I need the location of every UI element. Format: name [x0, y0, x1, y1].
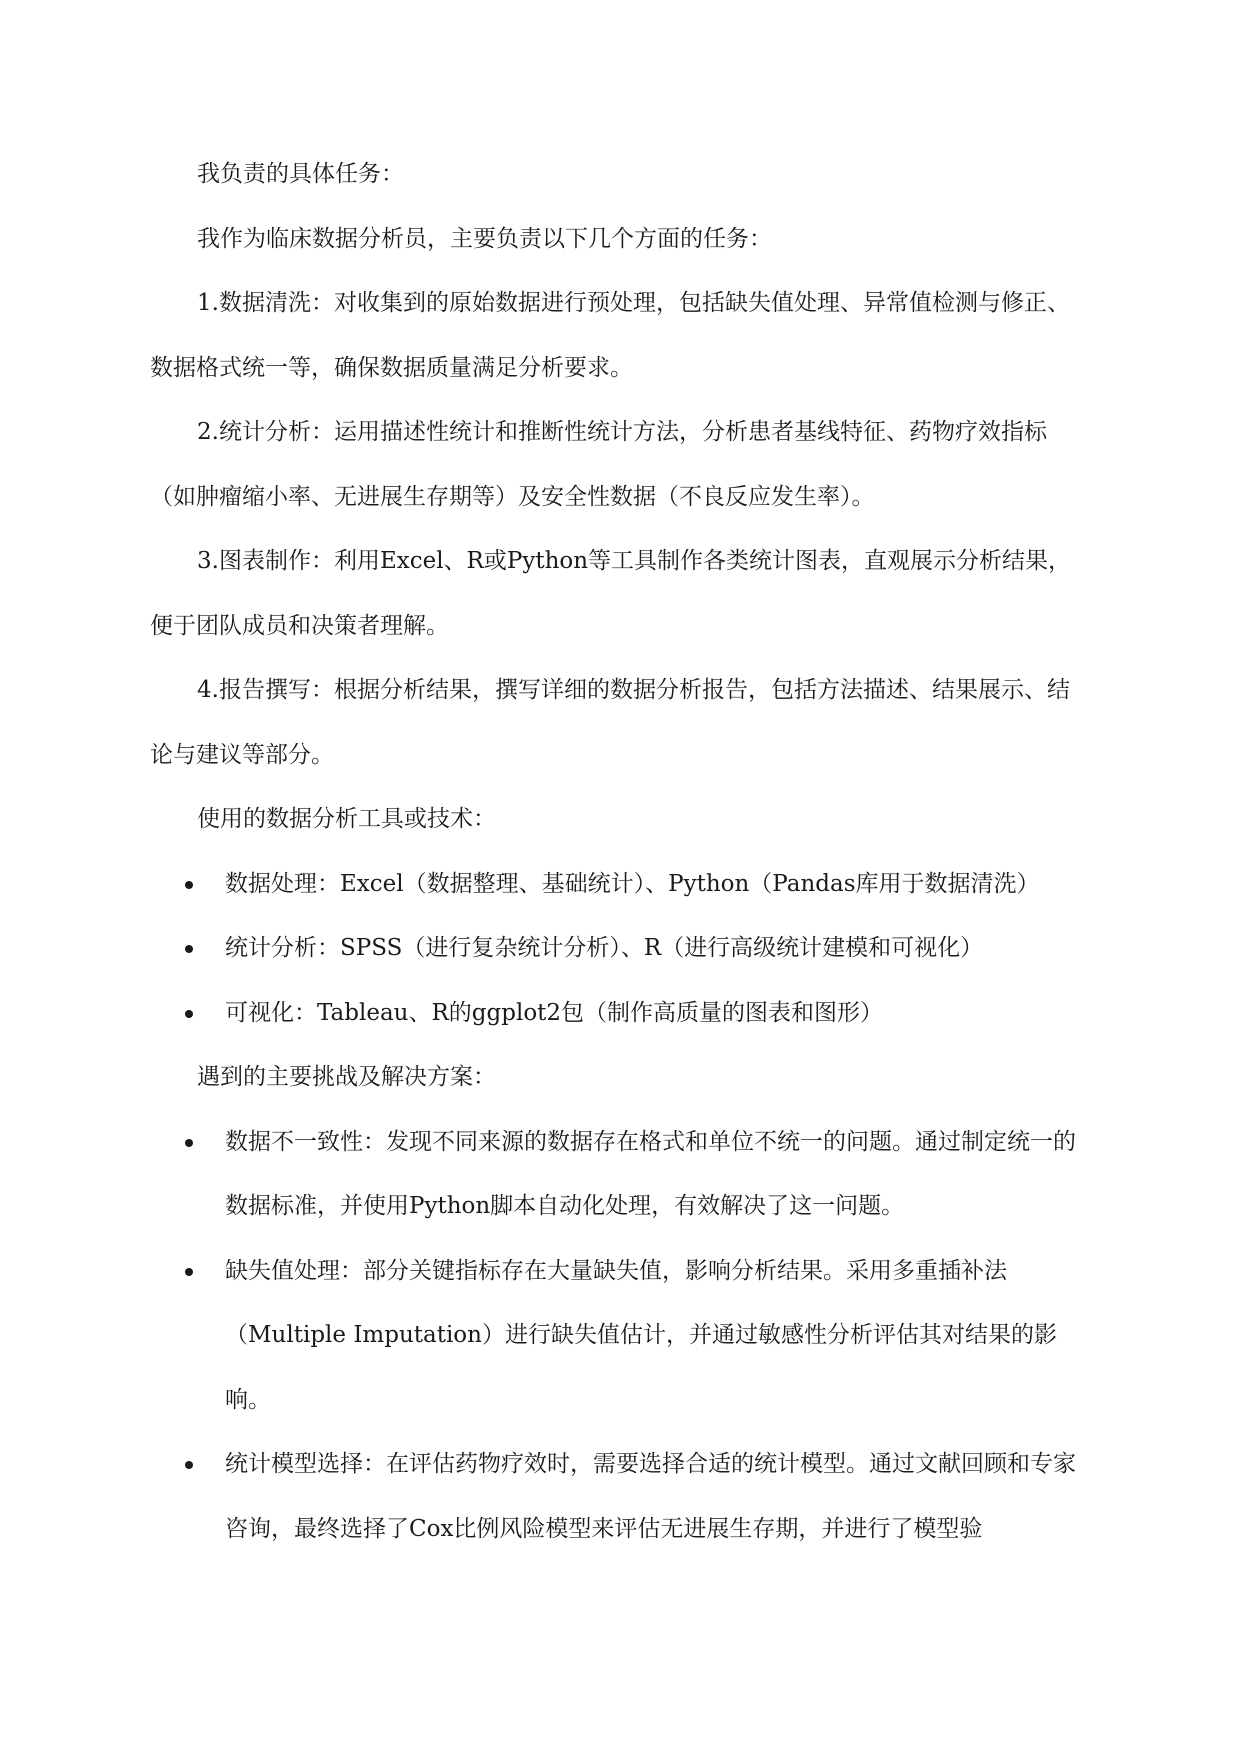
list-item	[150, 981, 1085, 1046]
bullet-icon	[185, 1139, 193, 1147]
list-item	[150, 916, 1085, 981]
tool-item-text: 数据处理：Excel（数据整理、基础统计）、Python（Pandas库用于数据清洗）	[225, 870, 1040, 897]
list-item	[150, 1432, 1085, 1561]
bullet-icon	[185, 1268, 193, 1276]
tool-item-text: 统计分析：SPSS（进行复杂统计分析）、R（进行高级统计建模和可视化）	[225, 935, 984, 961]
bullet-icon	[185, 1010, 193, 1018]
challenge-item-text: 缺失值处理：部分关键指标存在大量缺失值，影响分析结果。采用多重插补法（Multiple Imputation）进行缺失值估计，并通过敏感性分析评估其对结果的影响。	[225, 1257, 1057, 1413]
task-paragraph-4: 4.报告撰写：根据分析结果，撰写详细的数据分析报告，包括方法描述、结果展示、结论与建议等部分。	[150, 677, 1070, 768]
challenges-heading: 遇到的主要挑战及解决方案：	[197, 1064, 496, 1090]
list-item	[150, 852, 1085, 917]
list-item	[150, 1239, 1085, 1433]
tasks-intro: 我作为临床数据分析员，主要负责以下几个方面的任务：	[197, 225, 772, 252]
tools-heading: 使用的数据分析工具或技术：	[197, 806, 496, 832]
challenges-list	[150, 1110, 1085, 1562]
bullet-icon	[185, 945, 193, 953]
tasks-heading: 我负责的具体任务：	[197, 161, 404, 187]
document-body	[150, 142, 1085, 1561]
challenge-item-text: 数据不一致性：发现不同来源的数据存在格式和单位不统一的问题。通过制定统一的数据标准，并使用Python脚本自动化处理，有效解决了这一问题。	[225, 1128, 1076, 1219]
list-item	[150, 1110, 1085, 1239]
bullet-icon	[185, 1461, 193, 1469]
challenge-item-text: 统计模型选择：在评估药物疗效时，需要选择合适的统计模型。通过文献回顾和专家咨询，最终选择了Cox比例风险模型来评估无进展生存期，并进行了模型验	[225, 1451, 1076, 1542]
tool-item-text: 可视化：Tableau、R的ggplot2包（制作高质量的图表和图形）	[225, 999, 884, 1026]
task-paragraph-1: 1.数据清洗：对收集到的原始数据进行预处理，包括缺失值处理、异常值检测与修正、数据格式统一等，确保数据质量满足分析要求。	[150, 290, 1070, 381]
bullet-icon	[185, 881, 193, 889]
tools-list	[150, 852, 1085, 1046]
task-paragraph-2: 2.统计分析：运用描述性统计和推断性统计方法，分析患者基线特征、药物疗效指标（如肿瘤缩小率、无进展生存期等）及安全性数据（不良反应发生率）。	[150, 419, 1047, 510]
task-paragraph-3: 3.图表制作：利用Excel、R或Python等工具制作各类统计图表，直观展示分析结果，便于团队成员和决策者理解。	[150, 548, 1072, 639]
